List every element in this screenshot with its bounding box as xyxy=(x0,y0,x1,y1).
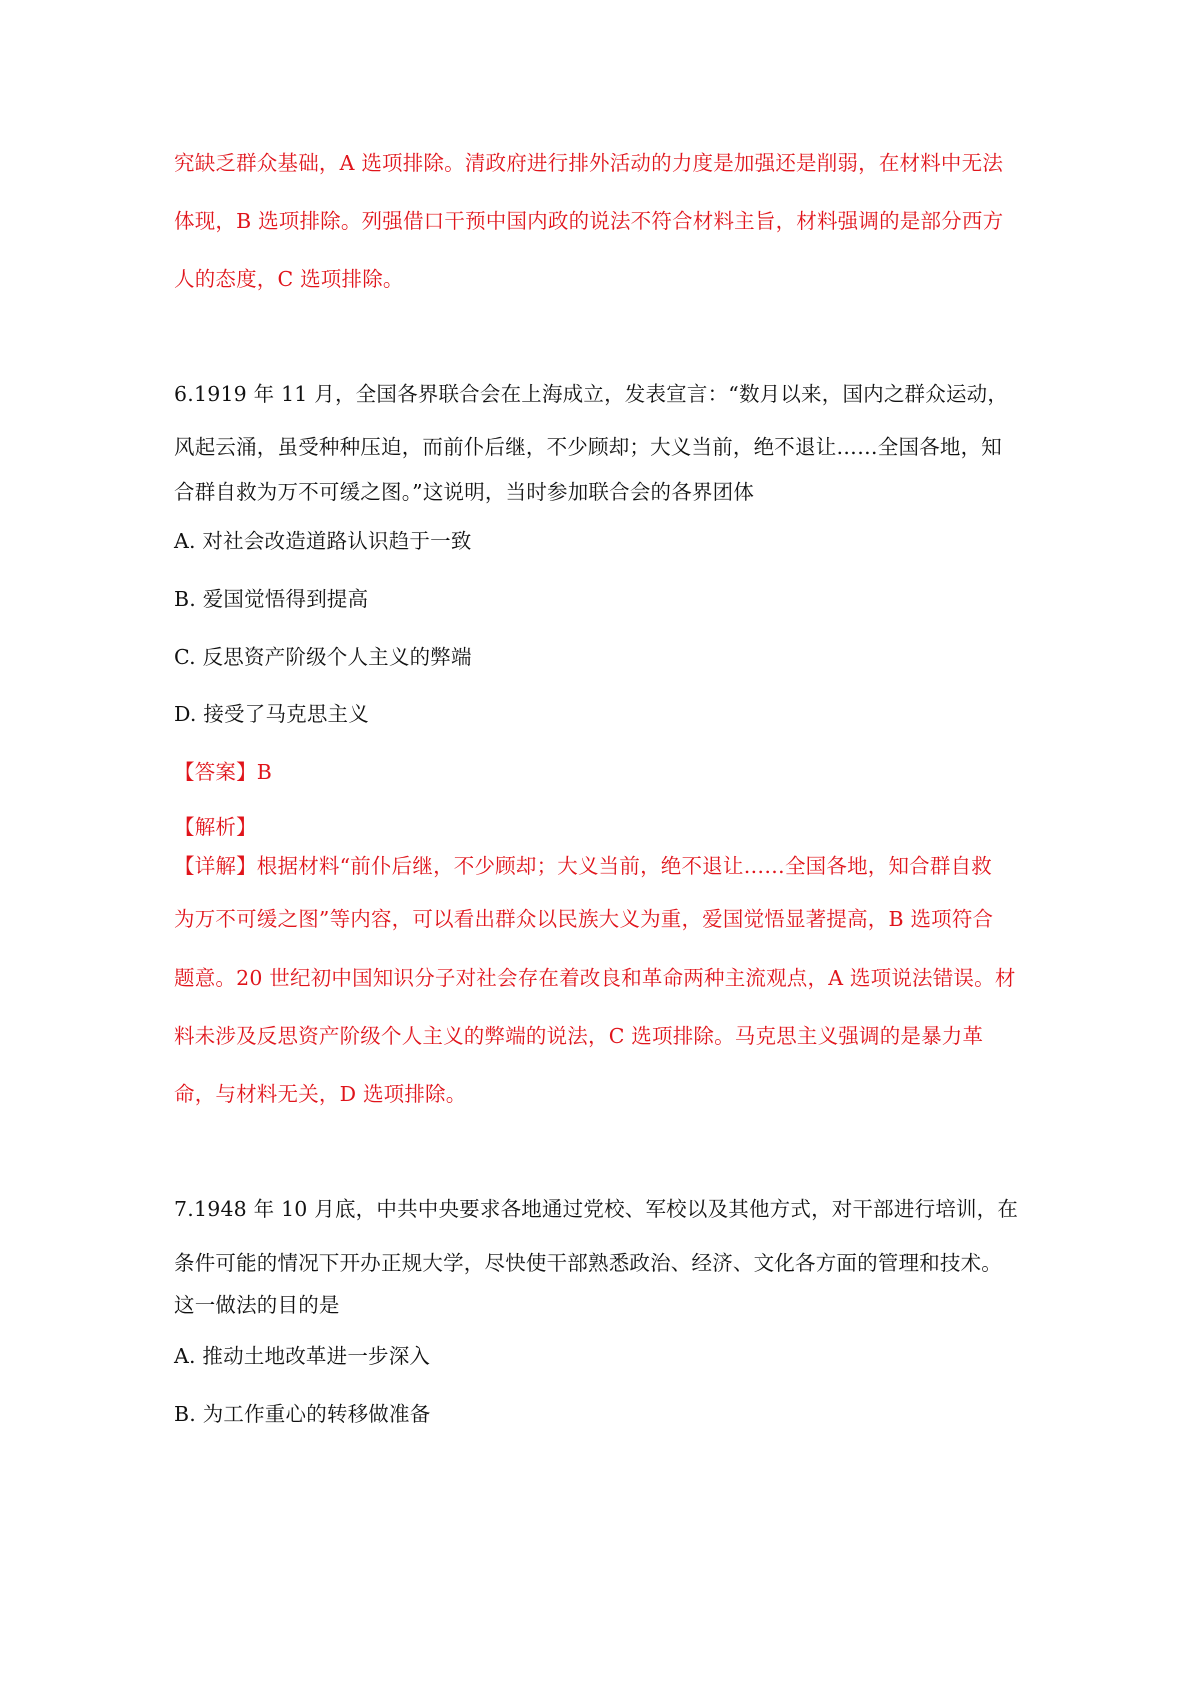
prev-explanation-line: 究缺乏群众基础，A 选项排除。清政府进行排外活动的力度是加强还是削弱，在材料中无法 xyxy=(174,151,1004,175)
question-6-explanation-line: 料未涉及反思资产阶级个人主义的弊端的说法，C 选项排除。马克思主义强调的是暴力革 xyxy=(174,1024,984,1048)
question-6-option-c: C. 反思资产阶级个人主义的弊端 xyxy=(174,645,472,669)
question-6-stem-line: 合群自救为万不可缓之图。”这说明，当时参加联合会的各界团体 xyxy=(174,480,755,504)
question-6-option-d: D. 接受了马克思主义 xyxy=(174,702,369,726)
question-6-stem-line: 风起云涌，虽受种种压迫，而前仆后继，不少顾却；大义当前，绝不退让……全国各地，知 xyxy=(174,435,1002,459)
question-7-stem-line: 这一做法的目的是 xyxy=(174,1293,340,1317)
question-6-stem-line: 6.1919 年 11 月，全国各界联合会在上海成立，发表宣言：“数月以来，国内之群众运动， xyxy=(174,382,1009,406)
prev-explanation-line: 体现，B 选项排除。列强借口干预中国内政的说法不符合材料主旨，材料强调的是部分西方 xyxy=(174,209,1004,233)
question-6-explanation-line: 命，与材料无关，D 选项排除。 xyxy=(174,1082,467,1106)
question-7-stem-line: 7.1948 年 10 月底，中共中央要求各地通过党校、军校以及其他方式，对干部进行培训，在 xyxy=(174,1197,1019,1221)
question-6-answer: 【答案】B xyxy=(174,760,273,784)
question-7-option-a: A. 推动土地改革进一步深入 xyxy=(174,1344,431,1368)
question-6-explanation-line: 题意。20 世纪初中国知识分子对社会存在着改良和革命两种主流观点，A 选项说法错误。材 xyxy=(174,966,1016,990)
question-6-explanation-line: 为万不可缓之图”等内容，可以看出群众以民族大义为重，爱国觉悟显著提高，B 选项符合 xyxy=(174,907,994,931)
question-6-explanation-line: 【详解】根据材料“前仆后继，不少顾却；大义当前，绝不退让……全国各地，知合群自救 xyxy=(174,854,992,878)
question-7-option-b: B. 为工作重心的转移做准备 xyxy=(174,1402,431,1426)
question-6-option-a: A. 对社会改造道路认识趋于一致 xyxy=(174,529,472,553)
question-7-stem-line: 条件可能的情况下开办正规大学，尽快使干部熟悉政治、经济、文化各方面的管理和技术。 xyxy=(174,1251,1002,1275)
question-6-analysis-label: 【解析】 xyxy=(174,815,257,839)
prev-explanation-line: 人的态度，C 选项排除。 xyxy=(174,267,404,291)
question-6-option-b: B. 爱国觉悟得到提高 xyxy=(174,587,369,611)
